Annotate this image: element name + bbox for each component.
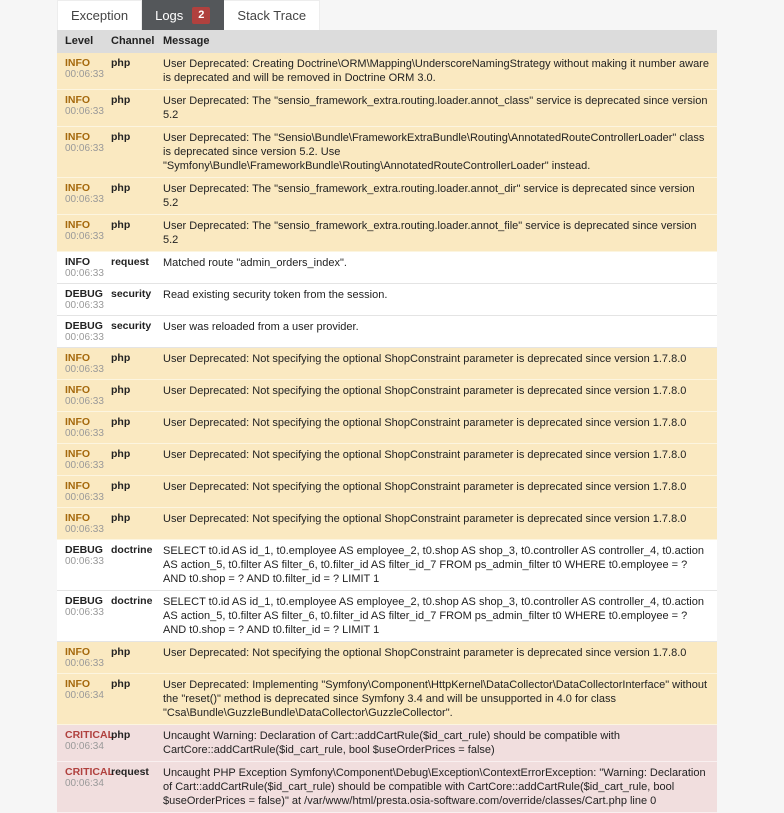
log-level-label: INFO bbox=[65, 480, 91, 492]
log-level-label: INFO bbox=[65, 57, 91, 69]
column-header-level: Level bbox=[57, 30, 103, 53]
log-level-label: INFO bbox=[65, 256, 91, 268]
log-timestamp: 00:06:33 bbox=[65, 460, 104, 471]
table-row bbox=[57, 412, 717, 444]
log-channel: doctrine bbox=[103, 540, 155, 591]
log-message: Uncaught Warning: Declaration of Cart::addCartRule($id_cart_rule) should be compatible with CartCore::addCartRule($id_cart_rule, bool $useOrderPrices = false) bbox=[155, 725, 717, 762]
log-timestamp: 00:06:33 bbox=[65, 194, 104, 205]
log-level-label: INFO bbox=[65, 182, 91, 194]
table-row bbox=[57, 53, 717, 90]
log-channel: doctrine bbox=[103, 591, 155, 642]
tab-exception[interactable] bbox=[57, 0, 142, 30]
table-row bbox=[57, 591, 717, 642]
table-row bbox=[57, 762, 717, 813]
log-level-label: CRITICAL bbox=[65, 729, 114, 741]
table-row bbox=[57, 215, 717, 252]
log-timestamp: 00:06:33 bbox=[65, 300, 104, 311]
log-channel: php bbox=[103, 725, 155, 762]
log-channel: request bbox=[103, 252, 155, 284]
log-timestamp: 00:06:34 bbox=[65, 741, 104, 752]
log-message: User Deprecated: The "sensio_framework_extra.routing.loader.annot_file" service is deprecated since version 5.2 bbox=[155, 215, 717, 252]
tab-logs-label: Logs bbox=[155, 8, 184, 23]
log-channel: php bbox=[103, 178, 155, 215]
log-message: User Deprecated: Not specifying the optional ShopConstraint parameter is deprecated since version 1.7.8.0 bbox=[155, 508, 717, 540]
log-level-label: INFO bbox=[65, 94, 91, 106]
log-message: Read existing security token from the session. bbox=[155, 284, 717, 316]
log-channel: php bbox=[103, 642, 155, 674]
logs-panel bbox=[57, 30, 784, 813]
log-table-body bbox=[57, 53, 717, 813]
log-channel: php bbox=[103, 508, 155, 540]
log-channel: php bbox=[103, 53, 155, 90]
tab-bar bbox=[57, 0, 784, 30]
log-level-label: INFO bbox=[65, 646, 91, 658]
log-timestamp: 00:06:33 bbox=[65, 428, 104, 439]
column-header-message: Message bbox=[155, 30, 717, 53]
log-channel: php bbox=[103, 380, 155, 412]
table-row bbox=[57, 508, 717, 540]
table-row bbox=[57, 127, 717, 178]
tab-stack-trace-label: Stack Trace bbox=[237, 8, 307, 23]
log-level-label: DEBUG bbox=[65, 288, 103, 300]
log-level-label: DEBUG bbox=[65, 320, 103, 332]
table-row bbox=[57, 252, 717, 284]
log-level-label: INFO bbox=[65, 416, 91, 428]
log-timestamp: 00:06:33 bbox=[65, 268, 104, 279]
log-level-label: INFO bbox=[65, 678, 91, 690]
table-row bbox=[57, 725, 717, 762]
log-message: SELECT t0.id AS id_1, t0.employee AS employee_2, t0.shop AS shop_3, t0.controller AS controller_4, t0.action AS action_5, t0.filter AS filter_6, t0.filter_id AS filter_id_7 FROM ps_admin_filter t0 WHERE t0.employee = ? AND t0.shop = ? AND t0.filter_id = ? LIMIT 1 bbox=[155, 540, 717, 591]
log-message: User Deprecated: Not specifying the optional ShopConstraint parameter is deprecated since version 1.7.8.0 bbox=[155, 642, 717, 674]
log-message: User Deprecated: Not specifying the optional ShopConstraint parameter is deprecated since version 1.7.8.0 bbox=[155, 476, 717, 508]
log-message: User was reloaded from a user provider. bbox=[155, 316, 717, 348]
log-message: User Deprecated: Not specifying the optional ShopConstraint parameter is deprecated since version 1.7.8.0 bbox=[155, 444, 717, 476]
log-message: User Deprecated: The "sensio_framework_extra.routing.loader.annot_class" service is deprecated since version 5.2 bbox=[155, 90, 717, 127]
log-timestamp: 00:06:33 bbox=[65, 524, 104, 535]
log-level-label: INFO bbox=[65, 384, 91, 396]
log-level-label: INFO bbox=[65, 131, 91, 143]
log-timestamp: 00:06:33 bbox=[65, 143, 104, 154]
log-level-label: CRITICAL bbox=[65, 766, 114, 778]
log-message: SELECT t0.id AS id_1, t0.employee AS employee_2, t0.shop AS shop_3, t0.controller AS controller_4, t0.action AS action_5, t0.filter AS filter_6, t0.filter_id AS filter_id_7 FROM ps_admin_filter t0 WHERE t0.employee = ? AND t0.shop = ? AND t0.filter_id = ? LIMIT 1 bbox=[155, 591, 717, 642]
log-level-label: INFO bbox=[65, 512, 91, 524]
column-header-channel: Channel bbox=[103, 30, 155, 53]
table-row bbox=[57, 540, 717, 591]
table-row bbox=[57, 348, 717, 380]
log-message: User Deprecated: Not specifying the optional ShopConstraint parameter is deprecated since version 1.7.8.0 bbox=[155, 348, 717, 380]
table-row bbox=[57, 178, 717, 215]
log-level-label: INFO bbox=[65, 219, 91, 231]
log-timestamp: 00:06:33 bbox=[65, 607, 104, 618]
log-message: User Deprecated: Creating Doctrine\ORM\Mapping\UnderscoreNamingStrategy without making it number aware is deprecated and will be removed in Doctrine ORM 3.0. bbox=[155, 53, 717, 90]
log-timestamp: 00:06:33 bbox=[65, 492, 104, 503]
tab-exception-label: Exception bbox=[71, 8, 129, 23]
table-row bbox=[57, 674, 717, 725]
table-row bbox=[57, 380, 717, 412]
log-channel: php bbox=[103, 674, 155, 725]
log-timestamp: 00:06:33 bbox=[65, 658, 104, 669]
tab-stack-trace[interactable] bbox=[224, 0, 320, 30]
log-level-label: INFO bbox=[65, 352, 91, 364]
table-row bbox=[57, 316, 717, 348]
log-message: User Deprecated: Not specifying the optional ShopConstraint parameter is deprecated since version 1.7.8.0 bbox=[155, 412, 717, 444]
log-message: Matched route "admin_orders_index". bbox=[155, 252, 717, 284]
log-channel: security bbox=[103, 316, 155, 348]
table-row bbox=[57, 444, 717, 476]
log-channel: php bbox=[103, 90, 155, 127]
log-timestamp: 00:06:33 bbox=[65, 556, 104, 567]
log-table bbox=[57, 30, 717, 813]
log-channel: php bbox=[103, 215, 155, 252]
log-timestamp: 00:06:33 bbox=[65, 231, 104, 242]
log-channel: request bbox=[103, 762, 155, 813]
log-level-label: DEBUG bbox=[65, 544, 103, 556]
log-timestamp: 00:06:34 bbox=[65, 690, 104, 701]
table-row bbox=[57, 90, 717, 127]
logs-count-badge: 2 bbox=[192, 7, 210, 24]
table-header-row bbox=[57, 30, 717, 53]
log-timestamp: 00:06:33 bbox=[65, 364, 104, 375]
log-channel: security bbox=[103, 284, 155, 316]
log-channel: php bbox=[103, 476, 155, 508]
log-channel: php bbox=[103, 412, 155, 444]
log-timestamp: 00:06:34 bbox=[65, 778, 104, 789]
log-level-label: DEBUG bbox=[65, 595, 103, 607]
log-timestamp: 00:06:33 bbox=[65, 396, 104, 407]
log-level-label: INFO bbox=[65, 448, 91, 460]
log-channel: php bbox=[103, 127, 155, 178]
log-message: User Deprecated: Not specifying the optional ShopConstraint parameter is deprecated since version 1.7.8.0 bbox=[155, 380, 717, 412]
log-message: User Deprecated: Implementing "Symfony\Component\HttpKernel\DataCollector\DataCollectorInterface" without the "reset()" method is deprecated since Symfony 3.4 and will be unsupported in 4.0 for class "Csa\Bundle\GuzzleBundle\DataCollector\GuzzleCollector". bbox=[155, 674, 717, 725]
table-row bbox=[57, 642, 717, 674]
log-message: User Deprecated: The "Sensio\Bundle\FrameworkExtraBundle\Routing\AnnotatedRouteControllerLoader" class is deprecated since version 5.2. Use "Symfony\Bundle\FrameworkBundle\Routing\AnnotatedRouteControllerLoader" instead. bbox=[155, 127, 717, 178]
table-row bbox=[57, 476, 717, 508]
log-message: User Deprecated: The "sensio_framework_extra.routing.loader.annot_dir" service is deprecated since version 5.2 bbox=[155, 178, 717, 215]
log-channel: php bbox=[103, 348, 155, 380]
log-message: Uncaught PHP Exception Symfony\Component\Debug\Exception\ContextErrorException: "Warning: Declaration of Cart::addCartRule($id_cart_rule) should be compatible with CartCore::addCartRule($id_cart_rule, bool $useOrderPrices = false)" at /var/www/html/presta.osia-software.com/override/classes/Cart.php line 0 bbox=[155, 762, 717, 813]
tab-logs[interactable] bbox=[142, 0, 224, 30]
log-timestamp: 00:06:33 bbox=[65, 332, 104, 343]
table-row bbox=[57, 284, 717, 316]
log-timestamp: 00:06:33 bbox=[65, 69, 104, 80]
log-channel: php bbox=[103, 444, 155, 476]
log-timestamp: 00:06:33 bbox=[65, 106, 104, 117]
